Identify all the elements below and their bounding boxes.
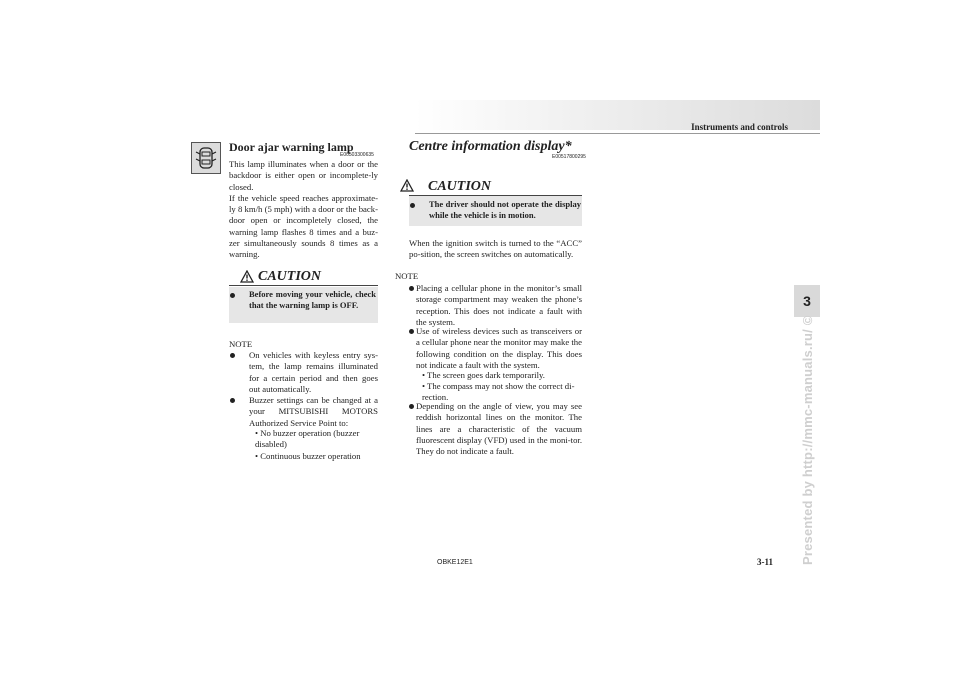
door-ajar-body [229, 159, 378, 261]
centre-display-title: Centre information display* [409, 139, 572, 154]
caution-heading: CAUTION [428, 179, 492, 194]
door-ajar-warning-icon [191, 142, 221, 174]
bullet-icon [230, 293, 235, 298]
bullet-icon [409, 329, 414, 334]
note-subitem: • No buzzer operation (buzzer disabled) [255, 428, 360, 450]
centre-display-body: When the ignition switch is turned to the “ACC” po-sition, the screen switches on automatically. [409, 238, 582, 260]
bullet-icon [409, 404, 414, 409]
door-ajar-code: E00503300635 [340, 152, 374, 158]
note-subitem: • The screen goes dark temporarily. [422, 370, 545, 380]
bullet-icon [410, 203, 415, 208]
bullet-icon [409, 286, 414, 291]
note-subitem: • The compass may not show the correct di-rection. [422, 381, 575, 403]
caution-text: Before moving your vehicle, check that the warning lamp is OFF. [249, 289, 376, 310]
page-number: 3-11 [757, 557, 774, 567]
caution-rule [229, 285, 378, 286]
footer-code: OBKE12E1 [437, 559, 473, 566]
note-item: Buzzer settings can be changed at a your MITSUBISHI MOTORS Authorized Service Point to: [249, 395, 378, 428]
note-item: Use of wireless devices such as transceivers or a cellular phone near the monitor may make the following condition on the display. This does not indicate a fault with the system. [416, 326, 582, 370]
caution-rule [409, 195, 582, 196]
note-subitem: • Continuous buzzer operation [255, 451, 361, 461]
note-item: On vehicles with keyless entry sys-tem, the lamp remains illuminated for a certain period and then goes out automatically. [249, 350, 378, 394]
note-item: Depending on the angle of view, you may see reddish horizontal lines on the monitor. The lines are a characteristic of the vacuum fluorescent display (VFD) used in the moni-tor. They do not indicate a fault. [416, 401, 582, 457]
chapter-tab: 3 [794, 285, 820, 317]
caution-heading: CAUTION [258, 269, 322, 284]
bullet-icon [230, 398, 235, 403]
paragraph: This lamp illuminates when a door or the backdoor is either open or incomplete-ly closed. [229, 159, 378, 192]
header-rule [415, 133, 820, 134]
watermark-text: Presented by http://mmc-manuals.ru/ © [800, 315, 815, 565]
note-item: Placing a cellular phone in the monitor’s small storage compartment may weaken the phone’s reception. This does not indicate a fault with the system. [416, 283, 582, 327]
caution-text: The driver should not operate the display while the vehicle is in motion. [429, 199, 581, 220]
centre-display-code: E00517800295 [552, 154, 586, 160]
note-label: NOTE [229, 339, 253, 349]
bullet-icon [230, 353, 235, 358]
paragraph: If the vehicle speed reaches approximate-ly 8 km/h (5 mph) with a door or the back-door open or incompletely closed, the warning lamp flashes 8 times and a buz-zer simultaneously sounds 8 times as a warning. [229, 192, 378, 260]
door-ajar-title: Door ajar warning lamp [229, 140, 354, 154]
note-label: NOTE [395, 271, 419, 281]
section-title: Instruments and controls [691, 122, 788, 132]
